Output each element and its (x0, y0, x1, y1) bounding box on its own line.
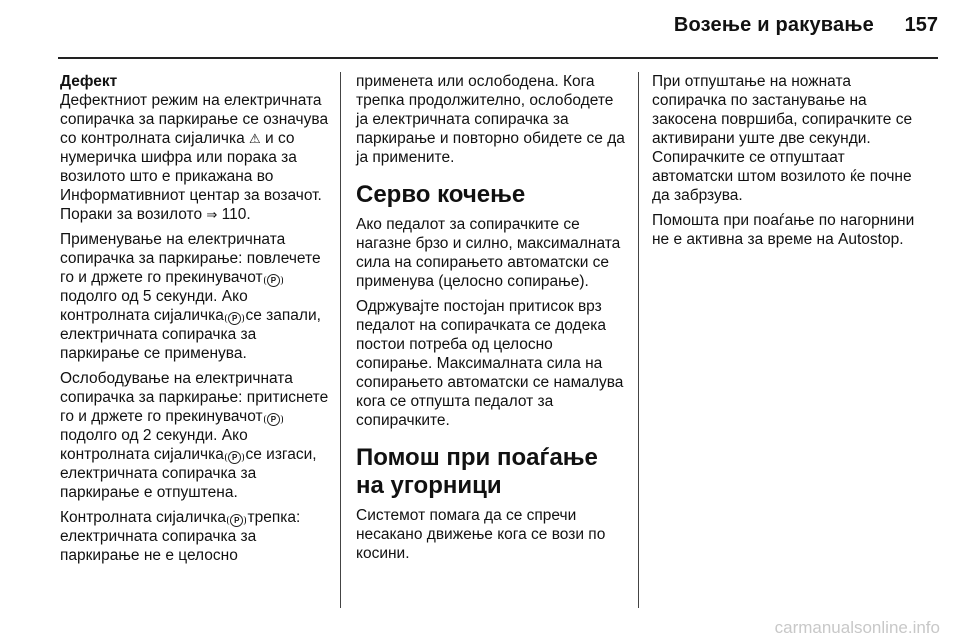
paragraph-servo-2: Одржувајте постојан притисок врз педалот на сопирачката се додека постои потреба од целосно сопирање. Максималната сила на сопирањето автоматски се намалува кога се отпушта педалот за сопирачките. (356, 298, 624, 429)
paragraph-defect: Дефектниот режим на електричната сопирачка за паркирање се означува со контролната сијаличка ⚠ и со нумеричка шифра или порака за возилото што е прикажана во Информативниот центар за возачот. Пораки за возилото ⇒ 110. (60, 92, 329, 223)
paragraph-hill-3: Помошта при поаѓање по нагорнини не е активна за време на Autostop. (652, 212, 915, 248)
watermark: carmanualsonline.info (774, 618, 940, 637)
page-title: Возење и ракување (673, 14, 874, 36)
paragraph-continued: применета или ослободена. Кога трепка продолжително, ослободете ја електричната сопирачка за паркирање и повторно обидете се да ја примените. (356, 73, 625, 166)
paragraph-apply: Применување на електричната сопирачка за паркирање: повлечете го и држете го прекинувачот P подолго од 5 секунди. Ако контролната сијаличка P се запали, електричната сопирачка за паркирање се применува. (60, 231, 321, 362)
paragraph-servo-1: Ако педалот за сопирачките се нагазне брзо и силно, максималната сила на сопирањето автоматски се применува (целосно сопирање). (356, 216, 621, 290)
header-rule (58, 57, 938, 59)
brake-warning-icon: ⚠ (249, 131, 261, 146)
page-number: 157 (904, 14, 938, 36)
paragraph-flashing: Контролната сијаличка P трепка: електричната сопирачка за паркирање не е целосно (60, 509, 301, 564)
subheading-defect: Дефект (60, 73, 118, 90)
parking-brake-icon: P (267, 274, 280, 287)
heading-hill-start-assist: Помош при поаѓање на угорници (356, 444, 598, 499)
column-1 (60, 72, 330, 571)
page-header (0, 0, 960, 58)
paragraph-hill-1: Системот помага да се спречи несакано движење кога се вози по косини. (356, 507, 606, 562)
parking-brake-icon: P (228, 312, 241, 325)
paragraph-release: Ослободување на електричната сопирачка за паркирање: притиснете го и држете го прекинувачот P подолго од 2 секунди. Ако контролната сијаличка P се изгаси, електричната сопирачка за паркирање е отпуштена. (60, 370, 329, 501)
parking-brake-icon: P (267, 413, 280, 426)
parking-brake-icon: P (228, 451, 241, 464)
column-3 (652, 72, 922, 255)
parking-brake-icon: P (230, 514, 243, 527)
paragraph-hill-2: При отпуштање на ножната сопирачка по застанување на закосена површиба, сопирачките се активирани уште две секунди. Сопирачките се отпуштаат автоматски штом возилото ќе почне да забрзува. (652, 73, 913, 204)
heading-servo-braking: Серво кочење (356, 181, 526, 208)
column-divider-1 (340, 72, 341, 608)
column-2 (356, 72, 626, 569)
page-reference-arrow-icon: ⇒ (206, 207, 218, 222)
column-divider-2 (638, 72, 639, 608)
